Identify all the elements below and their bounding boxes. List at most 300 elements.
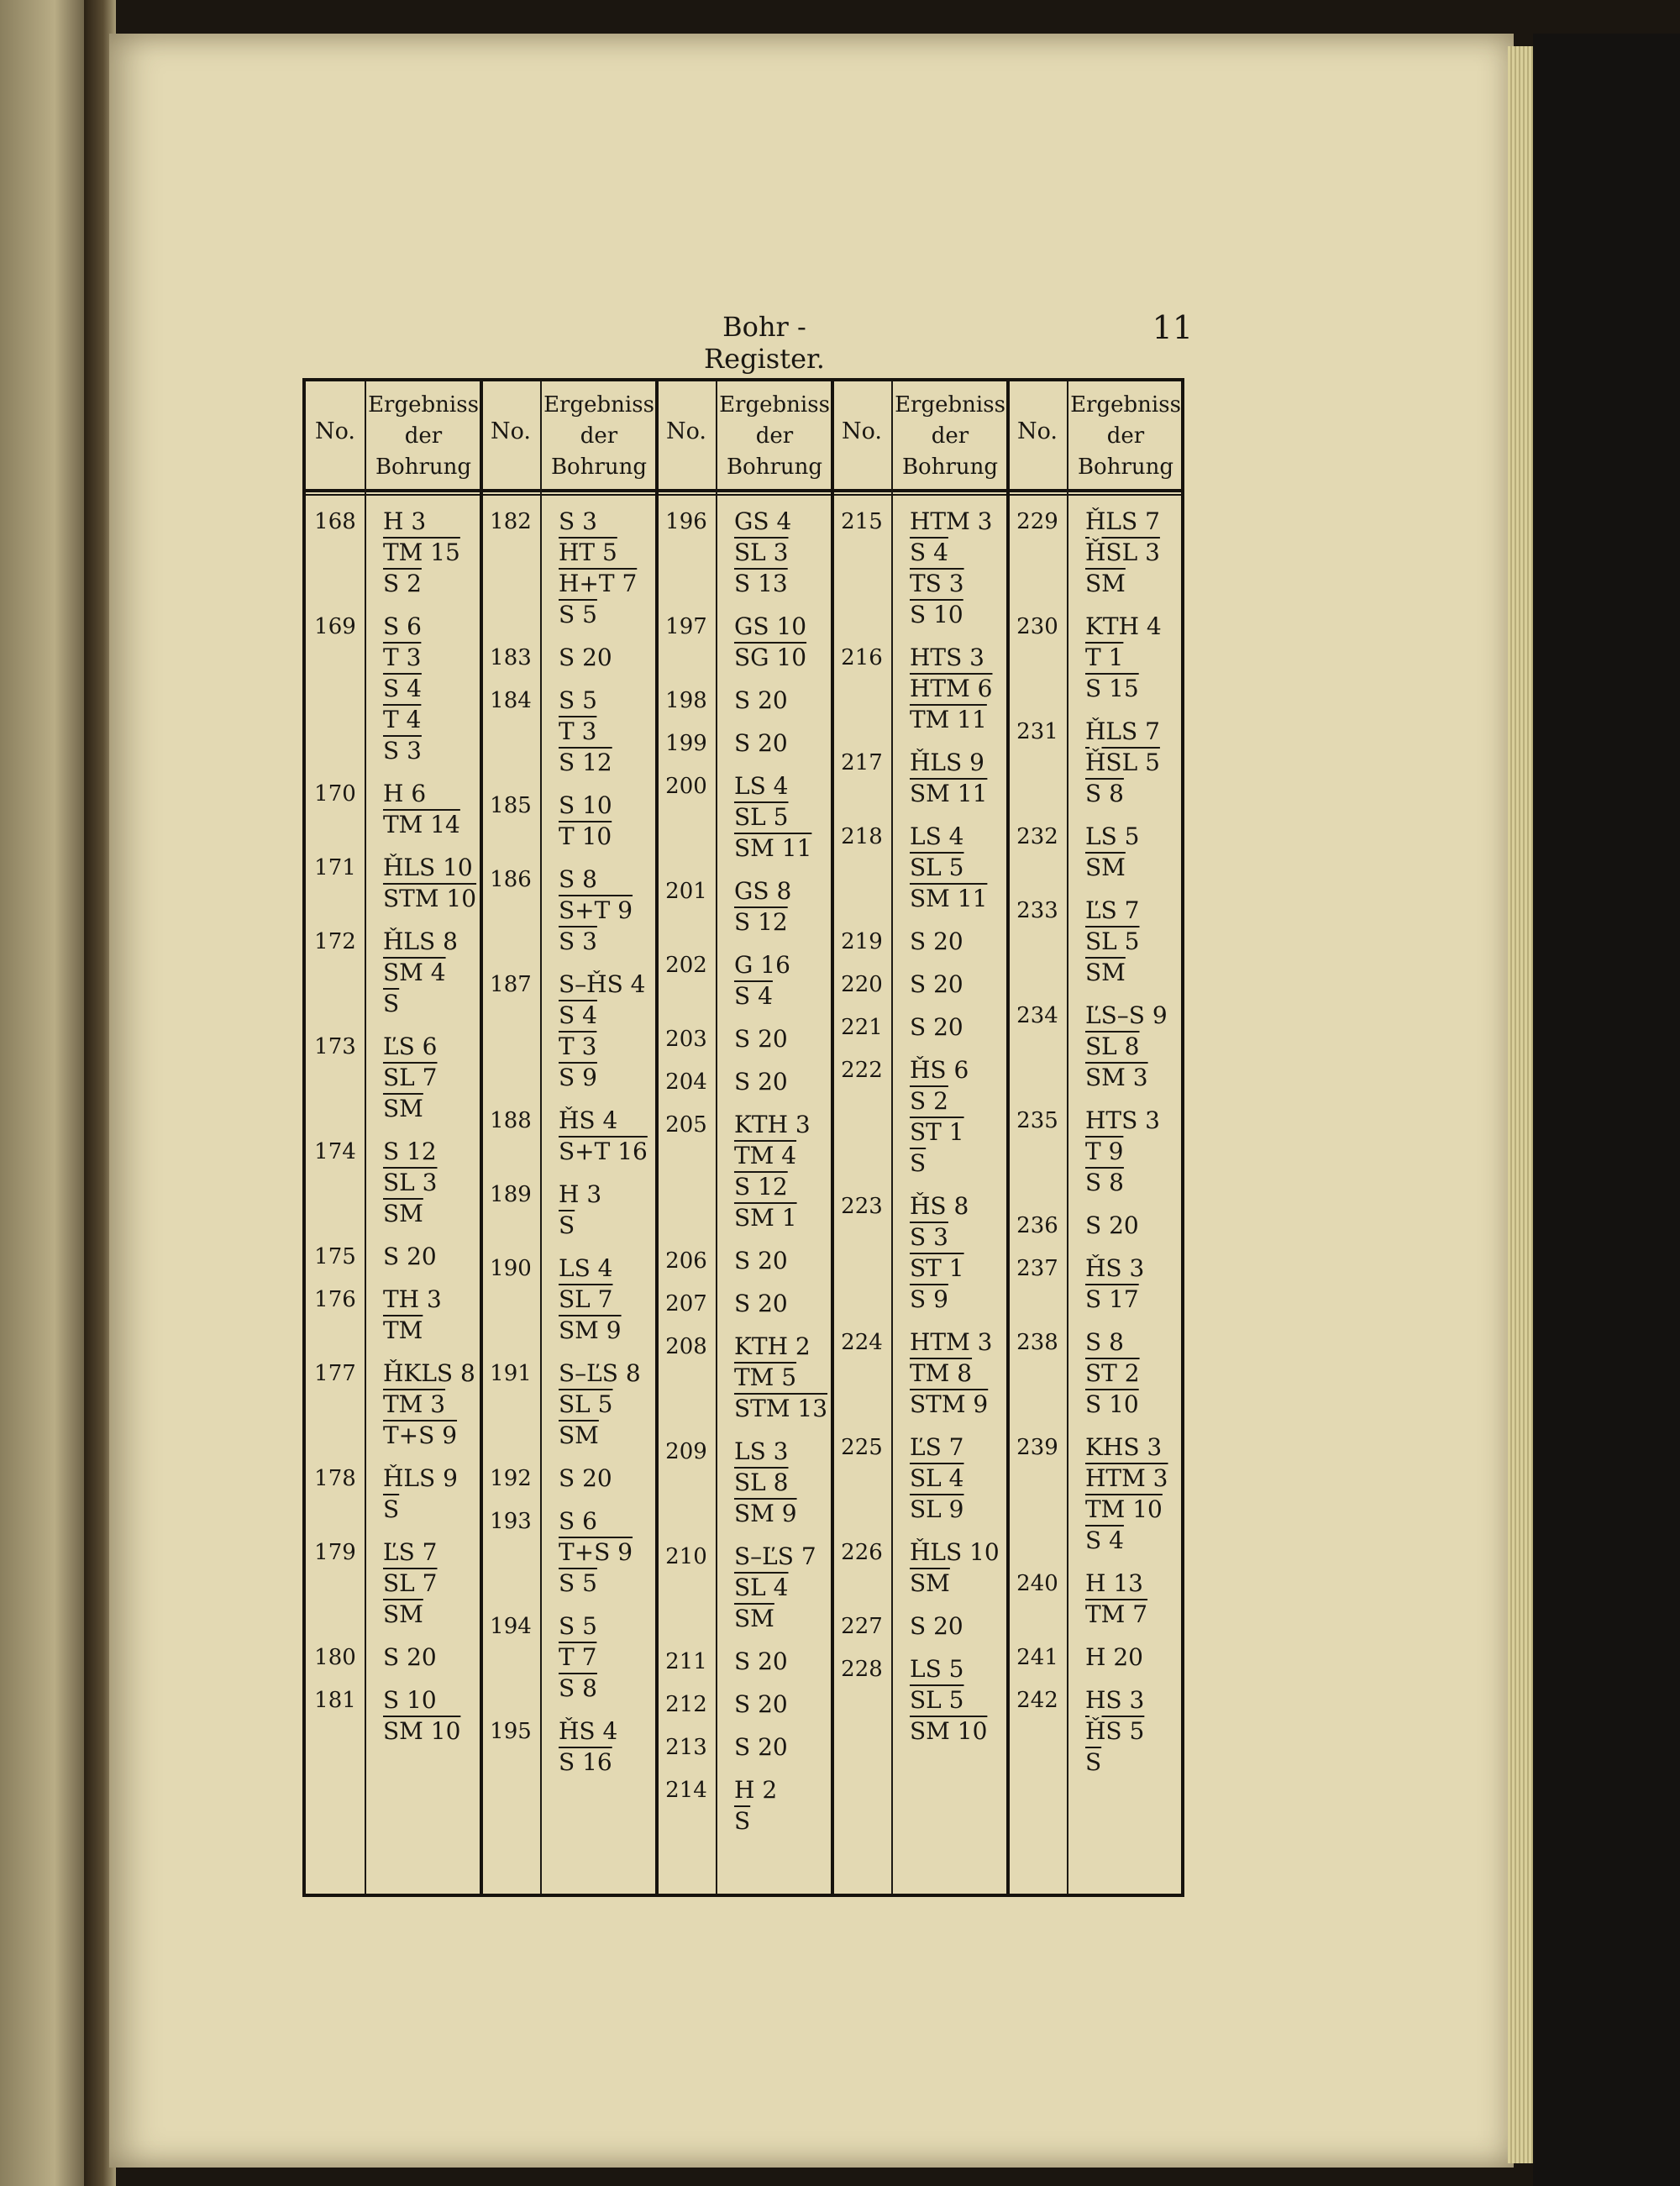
entry-result bbox=[365, 1358, 482, 1451]
result-text: ȞS 4 bbox=[559, 1106, 618, 1134]
result-line bbox=[1067, 506, 1184, 537]
result-line bbox=[891, 1117, 1009, 1148]
result-text: $\overline{S}$ bbox=[383, 1495, 400, 1523]
result-text: ȞS 3 bbox=[1085, 1254, 1145, 1282]
result-line bbox=[1067, 747, 1184, 778]
page-number: 11 bbox=[1152, 309, 1193, 346]
result-text: S 20 bbox=[910, 1013, 963, 1041]
header-line: der bbox=[404, 423, 443, 449]
header-line: Bohrung bbox=[901, 455, 999, 480]
entry-result bbox=[716, 1331, 833, 1424]
entry-number: 226 bbox=[841, 1540, 883, 1565]
result-line bbox=[540, 1389, 658, 1420]
result-line bbox=[540, 537, 658, 568]
result-line bbox=[891, 969, 1009, 1000]
result-text: S–ĽS 7 bbox=[734, 1542, 816, 1570]
entry-number: 212 bbox=[665, 1692, 707, 1717]
result-line bbox=[365, 1684, 482, 1716]
entry-result bbox=[540, 506, 658, 630]
entry-number: 234 bbox=[1016, 1003, 1058, 1028]
entry-number: 233 bbox=[1016, 898, 1058, 923]
result-text: S+T 9 bbox=[559, 896, 633, 924]
header-line: der bbox=[580, 423, 618, 449]
result-text: SM 9 bbox=[734, 1500, 797, 1527]
entry-result bbox=[716, 685, 833, 716]
result-line bbox=[716, 506, 833, 537]
result-line bbox=[1067, 1432, 1184, 1463]
result-text: $\overline{SM}$ bbox=[383, 1200, 423, 1227]
entry-result bbox=[891, 506, 1009, 630]
entry-number: 206 bbox=[665, 1248, 707, 1274]
result-text: $\overline{S}$ bbox=[734, 1807, 751, 1835]
header-no: No. bbox=[666, 418, 706, 444]
result-text: S 20 bbox=[734, 729, 788, 757]
result-text: SL 7 bbox=[383, 1569, 438, 1597]
entry-number: 222 bbox=[841, 1058, 883, 1083]
result-text: S 3 bbox=[559, 927, 597, 955]
entry-number: 211 bbox=[665, 1649, 707, 1674]
entry-result bbox=[1067, 1253, 1184, 1315]
result-text: TH 3 bbox=[383, 1285, 442, 1313]
result-line bbox=[540, 1747, 658, 1778]
result-line bbox=[1067, 1525, 1184, 1556]
result-text: H 6 bbox=[383, 780, 427, 807]
result-text: S 9 bbox=[559, 1064, 597, 1091]
entry-number: 178 bbox=[314, 1466, 356, 1491]
entry-result bbox=[716, 1646, 833, 1677]
entry-number: 218 bbox=[841, 824, 883, 849]
result-line bbox=[365, 735, 482, 766]
entry-result bbox=[716, 1245, 833, 1276]
entry-number: 177 bbox=[314, 1361, 356, 1386]
entry-number: 213 bbox=[665, 1735, 707, 1760]
result-line bbox=[365, 1642, 482, 1673]
result-text: HTS 3 bbox=[910, 644, 984, 671]
result-text: SL 4 bbox=[910, 1464, 964, 1492]
result-line bbox=[365, 1241, 482, 1272]
result-text: $\overline{SM}$ bbox=[734, 1605, 774, 1632]
result-text: TM 15 bbox=[383, 539, 460, 566]
result-line bbox=[891, 883, 1009, 914]
result-line bbox=[716, 1731, 833, 1763]
result-text: S 20 bbox=[734, 686, 788, 714]
result-line bbox=[1067, 1284, 1184, 1315]
result-line bbox=[540, 1463, 658, 1494]
result-text: ĽS 7 bbox=[383, 1538, 438, 1566]
entry-result bbox=[716, 875, 833, 938]
entry-number: 201 bbox=[665, 879, 707, 904]
result-line bbox=[716, 980, 833, 1012]
result-line bbox=[891, 642, 1009, 673]
result-text: ȞLS 10 bbox=[910, 1538, 1000, 1566]
result-line bbox=[1067, 926, 1184, 957]
result-text: S 20 bbox=[910, 927, 963, 955]
entry-result bbox=[716, 1109, 833, 1233]
result-text: S 20 bbox=[734, 1290, 788, 1317]
entry-number: 238 bbox=[1016, 1330, 1058, 1355]
entry-result bbox=[716, 1774, 833, 1837]
result-line bbox=[365, 809, 482, 840]
result-text: $\overline{TM}$ bbox=[383, 1316, 423, 1344]
result-text: SM 4 bbox=[383, 959, 446, 986]
entry-result bbox=[1067, 1568, 1184, 1630]
header-ergebniss-der-bohrung bbox=[540, 390, 658, 483]
result-line bbox=[540, 895, 658, 926]
result-text: S 2 bbox=[910, 1087, 948, 1115]
entry-number: 228 bbox=[841, 1657, 883, 1682]
entry-result bbox=[891, 1653, 1009, 1747]
result-text: H 13 bbox=[1085, 1569, 1143, 1597]
result-text: S 15 bbox=[1085, 675, 1139, 702]
result-line bbox=[540, 685, 658, 716]
result-line bbox=[716, 1109, 833, 1140]
result-line bbox=[1067, 642, 1184, 673]
result-line bbox=[1067, 1000, 1184, 1031]
entry-number: 168 bbox=[314, 509, 356, 534]
result-text: S+T 16 bbox=[559, 1138, 648, 1165]
header-line: Ergebniss bbox=[368, 392, 479, 418]
result-text: S 20 bbox=[1085, 1211, 1139, 1239]
result-line bbox=[716, 1140, 833, 1171]
result-text: S 4 bbox=[910, 539, 948, 566]
result-line bbox=[365, 1420, 482, 1451]
result-line bbox=[891, 1537, 1009, 1568]
result-line bbox=[365, 506, 482, 537]
header-rule-double bbox=[306, 494, 1181, 496]
header-ergebniss-der-bohrung bbox=[891, 390, 1009, 483]
result-line bbox=[540, 969, 658, 1000]
result-text: T+S 9 bbox=[383, 1421, 458, 1449]
result-line bbox=[891, 1253, 1009, 1284]
result-text: ȞLS 7 bbox=[1085, 507, 1160, 535]
entry-number: 227 bbox=[841, 1614, 883, 1639]
result-line bbox=[365, 852, 482, 883]
result-line bbox=[891, 1494, 1009, 1525]
result-text: S 20 bbox=[559, 644, 612, 671]
result-line bbox=[540, 506, 658, 537]
result-line bbox=[365, 1062, 482, 1093]
entry-number: 210 bbox=[665, 1544, 707, 1569]
result-line bbox=[540, 1506, 658, 1537]
result-line bbox=[365, 537, 482, 568]
entry-result bbox=[1067, 895, 1184, 988]
entry-result bbox=[540, 1506, 658, 1599]
entry-result bbox=[1067, 1210, 1184, 1241]
result-text: LS 4 bbox=[734, 772, 789, 800]
result-line bbox=[1067, 1327, 1184, 1358]
result-line bbox=[891, 1432, 1009, 1463]
entry-number: 197 bbox=[665, 614, 707, 639]
result-line bbox=[540, 1611, 658, 1642]
result-text: TM 10 bbox=[1085, 1495, 1163, 1523]
entry-number: 176 bbox=[314, 1287, 356, 1312]
entry-result bbox=[540, 1253, 658, 1346]
result-line bbox=[716, 906, 833, 938]
result-text: S 10 bbox=[559, 791, 612, 819]
result-text: $\overline{SM}$ bbox=[1085, 854, 1126, 881]
result-line bbox=[1067, 821, 1184, 852]
entry-number: 170 bbox=[314, 781, 356, 807]
result-text: SL 3 bbox=[734, 539, 789, 566]
result-line bbox=[716, 1805, 833, 1837]
result-text: SL 9 bbox=[910, 1495, 964, 1523]
result-text: S 3 bbox=[910, 1223, 948, 1251]
result-text: T 7 bbox=[559, 1643, 597, 1671]
result-text: S 3 bbox=[559, 507, 597, 535]
entry-number: 169 bbox=[314, 614, 356, 639]
result-text: SM 10 bbox=[383, 1717, 461, 1745]
result-text: S 8 bbox=[1085, 1169, 1124, 1196]
result-text: SM 10 bbox=[910, 1717, 988, 1745]
result-text: GS 4 bbox=[734, 507, 792, 535]
entry-number: 181 bbox=[314, 1688, 356, 1713]
result-line bbox=[1067, 537, 1184, 568]
result-line bbox=[716, 642, 833, 673]
entry-result bbox=[891, 642, 1009, 735]
entry-result bbox=[891, 1054, 1009, 1179]
result-line bbox=[365, 778, 482, 809]
result-text: S 12 bbox=[559, 749, 612, 776]
entry-result bbox=[1067, 1327, 1184, 1420]
result-line bbox=[365, 1463, 482, 1494]
result-line bbox=[891, 1389, 1009, 1420]
result-text: S 20 bbox=[734, 1690, 788, 1718]
result-line bbox=[365, 1358, 482, 1389]
entry-number: 242 bbox=[1016, 1688, 1058, 1713]
entry-result bbox=[891, 1327, 1009, 1420]
result-line bbox=[540, 821, 658, 852]
result-text: T 3 bbox=[383, 644, 422, 671]
result-text: T 9 bbox=[1085, 1138, 1124, 1165]
result-line bbox=[716, 611, 833, 642]
entry-number: 221 bbox=[841, 1015, 883, 1040]
result-text: S 2 bbox=[383, 570, 422, 597]
entry-result bbox=[1067, 1105, 1184, 1198]
result-line bbox=[716, 728, 833, 759]
result-text: S 6 bbox=[383, 612, 422, 640]
book-cover bbox=[1533, 34, 1680, 2186]
result-line bbox=[540, 642, 658, 673]
result-text: ȞS 8 bbox=[910, 1192, 969, 1220]
entry-number: 239 bbox=[1016, 1435, 1058, 1460]
entry-result bbox=[716, 1023, 833, 1054]
entry-number: 216 bbox=[841, 645, 883, 670]
result-text: S 5 bbox=[559, 601, 597, 628]
entry-result bbox=[540, 1611, 658, 1704]
result-text: $\overline{S}$ bbox=[1085, 1748, 1102, 1776]
result-text: S 4 bbox=[1085, 1527, 1124, 1554]
result-text: S 5 bbox=[559, 686, 597, 714]
result-line bbox=[716, 1066, 833, 1097]
result-line bbox=[540, 1136, 658, 1167]
result-line bbox=[540, 1716, 658, 1747]
entry-number: 172 bbox=[314, 929, 356, 954]
result-text: HTM 6 bbox=[910, 675, 993, 702]
result-line bbox=[891, 1684, 1009, 1716]
result-text: S 12 bbox=[734, 908, 788, 936]
result-text: $\overline{S}$ bbox=[383, 990, 400, 1017]
result-line bbox=[1067, 1031, 1184, 1062]
result-line bbox=[1067, 568, 1184, 599]
result-text: TM 5 bbox=[734, 1364, 797, 1391]
entry-number: 215 bbox=[841, 509, 883, 534]
result-text: $\overline{SM}$ bbox=[910, 1569, 950, 1597]
result-line bbox=[1067, 1747, 1184, 1778]
entry-result bbox=[365, 1684, 482, 1747]
entry-result bbox=[716, 1066, 833, 1097]
result-line bbox=[365, 642, 482, 673]
result-line bbox=[891, 704, 1009, 735]
result-line bbox=[365, 926, 482, 957]
result-line bbox=[891, 1568, 1009, 1599]
result-text: T 3 bbox=[559, 717, 597, 745]
header-line: der bbox=[755, 423, 794, 449]
result-line bbox=[716, 1774, 833, 1805]
result-line bbox=[716, 568, 833, 599]
entry-number: 192 bbox=[490, 1466, 532, 1491]
result-line bbox=[1067, 1642, 1184, 1673]
result-line bbox=[540, 1062, 658, 1093]
entry-number: 225 bbox=[841, 1435, 883, 1460]
result-line bbox=[1067, 1167, 1184, 1198]
result-line bbox=[1067, 716, 1184, 747]
result-text: S 20 bbox=[559, 1464, 612, 1492]
result-line bbox=[891, 1653, 1009, 1684]
result-text: HTM 3 bbox=[1085, 1464, 1168, 1492]
entry-number: 230 bbox=[1016, 614, 1058, 639]
result-text: SG 10 bbox=[734, 644, 807, 671]
result-text: HT 5 bbox=[559, 539, 617, 566]
result-text: G 16 bbox=[734, 951, 790, 979]
result-text: SM 3 bbox=[1085, 1064, 1148, 1091]
result-text: SL 3 bbox=[383, 1169, 438, 1196]
result-line bbox=[891, 778, 1009, 809]
result-text: $\overline{S}$ bbox=[910, 1149, 927, 1177]
entry-result bbox=[1067, 1684, 1184, 1778]
result-line bbox=[540, 1031, 658, 1062]
result-line bbox=[891, 1463, 1009, 1494]
entry-number: 223 bbox=[841, 1194, 883, 1219]
result-line bbox=[716, 875, 833, 906]
result-text: SL 8 bbox=[734, 1469, 789, 1496]
page-stack-edge bbox=[1508, 46, 1533, 2163]
result-line bbox=[1067, 1389, 1184, 1420]
result-text: ST 2 bbox=[1085, 1359, 1140, 1387]
entry-number: 241 bbox=[1016, 1645, 1058, 1670]
header-rule bbox=[306, 489, 1181, 492]
result-line bbox=[716, 1362, 833, 1393]
result-line bbox=[716, 1245, 833, 1276]
result-text: ST 1 bbox=[910, 1254, 964, 1282]
result-line bbox=[1067, 778, 1184, 809]
entry-result bbox=[716, 728, 833, 759]
result-line bbox=[540, 599, 658, 630]
entry-number: 171 bbox=[314, 855, 356, 880]
entry-result bbox=[365, 611, 482, 766]
result-text: KTH 2 bbox=[734, 1332, 811, 1360]
entry-number: 209 bbox=[665, 1439, 707, 1464]
entry-result bbox=[540, 642, 658, 673]
result-text: $\overline{SM}$ bbox=[1085, 570, 1126, 597]
entry-result bbox=[891, 747, 1009, 809]
result-line bbox=[716, 770, 833, 801]
entry-number: 207 bbox=[665, 1291, 707, 1316]
result-text: SL 7 bbox=[383, 1064, 438, 1091]
result-line bbox=[716, 1202, 833, 1233]
result-line bbox=[365, 611, 482, 642]
result-text: LS 4 bbox=[910, 822, 964, 850]
result-line bbox=[716, 1689, 833, 1720]
entry-result bbox=[365, 852, 482, 914]
result-line bbox=[891, 1327, 1009, 1358]
result-line bbox=[365, 1031, 482, 1062]
entry-result bbox=[891, 926, 1009, 957]
entry-result bbox=[1067, 716, 1184, 809]
result-text: ȞKLS 8 bbox=[383, 1359, 475, 1387]
result-text: SL 5 bbox=[910, 1686, 964, 1714]
result-text: $\overline{SM}$ bbox=[383, 1095, 423, 1122]
result-line bbox=[365, 1315, 482, 1346]
entry-result bbox=[540, 1358, 658, 1451]
entry-number: 179 bbox=[314, 1540, 356, 1565]
result-text: T 1 bbox=[1085, 644, 1124, 671]
header-line: Bohrung bbox=[550, 455, 648, 480]
header-no: No. bbox=[842, 418, 882, 444]
entry-number: 208 bbox=[665, 1334, 707, 1359]
header-line: Ergebniss bbox=[895, 392, 1005, 418]
entry-number: 188 bbox=[490, 1108, 532, 1133]
result-text: ȞLS 10 bbox=[383, 854, 473, 881]
result-text: ĽS–S 9 bbox=[1085, 1001, 1168, 1029]
entry-number: 240 bbox=[1016, 1571, 1058, 1596]
result-text: SM 11 bbox=[734, 834, 812, 862]
result-text: $\overline{SM}$ bbox=[1085, 959, 1126, 986]
entry-number: 191 bbox=[490, 1361, 532, 1386]
result-line bbox=[1067, 1463, 1184, 1494]
result-text: T 10 bbox=[559, 822, 612, 850]
result-text: ȞS 6 bbox=[910, 1056, 969, 1084]
result-text: S 20 bbox=[734, 1068, 788, 1096]
result-text: S 20 bbox=[734, 1647, 788, 1675]
header-line: Ergebniss bbox=[719, 392, 830, 418]
result-line bbox=[891, 673, 1009, 704]
entry-number: 217 bbox=[841, 750, 883, 775]
result-text: $\overline{SM}$ bbox=[383, 1600, 423, 1628]
result-text: S 20 bbox=[383, 1243, 437, 1270]
result-text: ĽS 7 bbox=[1085, 896, 1140, 924]
result-text: ȞLS 9 bbox=[383, 1464, 458, 1492]
result-line bbox=[891, 821, 1009, 852]
result-line bbox=[540, 1673, 658, 1704]
result-text: TM 8 bbox=[910, 1359, 973, 1387]
result-text: TS 3 bbox=[910, 570, 964, 597]
result-line bbox=[891, 1012, 1009, 1043]
result-text: TM 11 bbox=[910, 706, 987, 733]
result-line bbox=[365, 1136, 482, 1167]
entry-result bbox=[716, 1689, 833, 1720]
header-ergebniss-der-bohrung bbox=[716, 390, 833, 483]
entry-result bbox=[716, 949, 833, 1012]
result-line bbox=[716, 1171, 833, 1202]
result-text: S–ĽS 8 bbox=[559, 1359, 641, 1387]
result-line bbox=[891, 1085, 1009, 1117]
result-text: GS 8 bbox=[734, 877, 792, 905]
result-text: HS 3 bbox=[1085, 1686, 1145, 1714]
result-line bbox=[540, 790, 658, 821]
header-line: der bbox=[1106, 423, 1145, 449]
entry-number: 200 bbox=[665, 774, 707, 799]
result-line bbox=[1067, 1210, 1184, 1241]
